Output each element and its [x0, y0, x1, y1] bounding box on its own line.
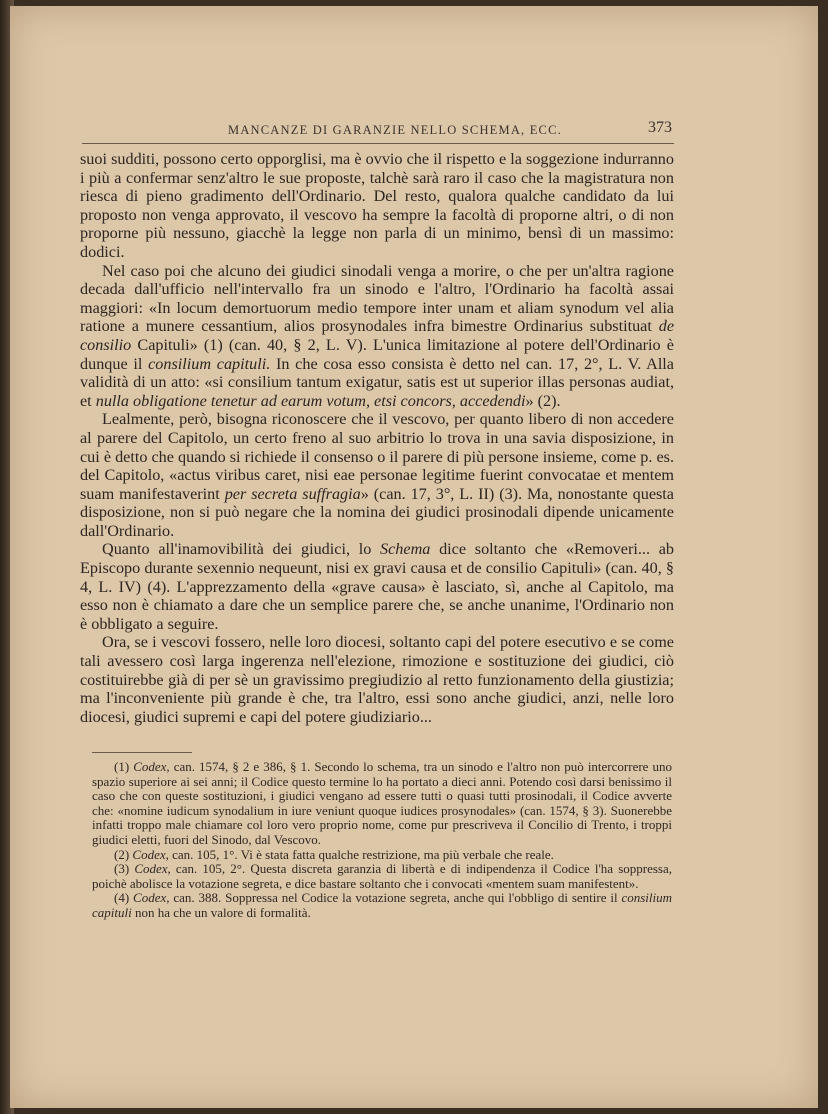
footnote-segment-text: non ha che un valore di formalità. [131, 904, 311, 920]
paragraph-segment-italic: de consilio [80, 317, 674, 354]
paragraph-segment-text: » (can. 17, 3°, L. II) (3). Ma, nonostante questa disposizione, non si può negare che la nomina dei giudici prosinodali dipende unicamente dall'Ordinario. [80, 484, 674, 540]
paragraph-segment-text: suoi sudditi, possono certo opporglisi, ma è ovvio che il rispetto e la soggezione indurranno i più a confermar senz'altro le sue proposte, talchè sarà raro il caso che la magistratura non riesca di pieno gradimento dell'Ordinario. Del resto, qualora qualche candidato da lui proposto non venga approvato, il vescovo ha sempre la facoltà di proporne altri, o di non proporne più nessuno, giacchè la legge non parla di un minimo, bensì di un massimo: dodici. [80, 150, 674, 261]
footnote-segment-italic: Codex [133, 759, 167, 774]
main-text [80, 150, 674, 726]
paragraph [80, 410, 674, 540]
footnote [92, 862, 672, 891]
footnote [92, 760, 672, 848]
footnotes [92, 760, 672, 921]
footnote-segment-italic: consilium capituli [92, 890, 672, 920]
footnote-segment-text: , can. 105, 1°. Vi è stata fatta qualche restrizione, ma più verbale che reale. [165, 846, 554, 862]
paragraph-segment-text: Nel caso poi che alcuno dei giudici sinodali venga a morire, o che per un'altra ragione decada dall'ufficio nell'intervallo fra un sinodo e l'altro, l'Ordinario ha facoltà assai maggiori: «In locum demortuorum medio tempore inter unam et aliam synodum vel alia ratione a munere cessantium, alios prosynodales infra bimestre Ordinarius substituat [80, 261, 674, 336]
footnote-segment-text: (3) [114, 861, 135, 877]
paragraph-segment-italic: Schema [380, 540, 431, 559]
header-rule [82, 143, 674, 144]
paragraph [80, 540, 674, 633]
paragraph [80, 262, 674, 411]
footnote [92, 848, 672, 863]
page-number: 373 [648, 119, 672, 136]
footnote-segment-text: (2) [114, 846, 133, 862]
paragraph-segment-text: In che cosa esso consista è detto nel can. 17, 2°, L. V. Alla validità di un atto: «si consilium tantum exigatur, satis est ut superior illas personas audiat, et [80, 354, 674, 410]
paragraph-segment-text: Ora, se i vescovi fossero, nelle loro diocesi, soltanto capi del potere esecutivo e se come tali avessero così larga ingerenza nell'elezione, rimozione e sostituzione dei giudici, ciò costituirebbe già di per sè un gravissimo pregiudizio al retto funzionamento della giustizia; ma l'inconveniente più grande è che, tra l'altro, essi sono anche giudici, anzi, nelle loro diocesi, giudici supremi e capi del potere giudiziario... [80, 633, 674, 726]
paragraph-segment-text: » (2). [525, 391, 561, 410]
footnote-segment-text: , can. 388. Soppressa nel Codice la votazione segreta, anche qui l'obbligo di sentire il [166, 890, 622, 906]
page-header [92, 121, 672, 143]
footnote-segment-italic: Codex [134, 861, 168, 877]
paragraph [80, 150, 674, 262]
footnote-segment-text: , can. 105, 2°. Questa discreta garanzia di libertà e di indipendenza il Codice l'ha soppressa, poichè abolisce la votazione segreta, e dice bastare soltanto che i convocati «mentem suam manifestent». [92, 861, 672, 891]
paragraph-segment-text: Lealmente, però, bisogna riconoscere che il vescovo, per quanto libero di non accedere al parere del Capitolo, un certo freno al suo arbitrio lo trova in una savia disposizione, in cui è detto che quando si richiede il consenso o il parere di più persone insieme, come p. es. del Capitolo, «actus viribus caret, nisi eae personae legitime fuerint convocatae et mentem suam manifestaverint [80, 410, 674, 503]
paragraph-segment-text: dice soltanto che «Removeri... ab Episcopo durante sexennio nequeunt, nisi ex gravi causa et de consilio Capituli» (can. 40, § 4, L. IV) (4). L'apprezzamento della «grave causa» è lasciato, sì, anche al Capitolo, ma esso non è chiamato a dare che un semplice parere che, se anche unanime, l'Ordinario non è obbligato a seguire. [80, 540, 674, 633]
paragraph [80, 633, 674, 726]
footnote-segment-text: , can. 1574, § 2 e 386, § 1. Secondo lo schema, tra un sinodo e l'altro non può intercorrere uno spazio superiore ai sei anni; il Codice questo termine lo ha portato a dieci anni. Potendo così darsi benissimo il caso che con queste sostituzioni, i giudici vengano ad essere tutti o quasi tutti prosinodali, il Codice avverte che: «nomine iudicum synodalium in iure veniunt quoque iudices prosynodales» (can. 1574, § 3). Suonerebbe infatti troppo male chiamare col loro vero proprio nome, come pur prescriveva il Concilio di Trento, i troppi giudici eletti, fuori del Sinodo, dal Vescovo. [92, 759, 672, 847]
footnote [92, 891, 672, 920]
footnote-segment-italic: Codex [132, 846, 166, 862]
footnote-segment-text: (1) [114, 759, 134, 774]
paragraph-segment-text: Quanto all'inamovibilità dei giudici, lo [102, 540, 381, 559]
paragraph-segment-text: Capituli» (1) (can. 40, § 2, L. V). L'unica limitazione al potere dell'Ordinario è dunque il [80, 335, 674, 373]
footnote-segment-italic: Codex [133, 890, 167, 906]
running-title: MANCANZE DI GARANZIE NELLO SCHEMA, ECC. [228, 123, 562, 137]
paragraph-segment-italic: per secreta suffragia [224, 484, 361, 503]
footnote-rule [92, 752, 192, 753]
paragraph-segment-italic: consilium capituli. [148, 354, 271, 373]
paragraph-segment-italic: nulla obligatione tenetur ad earum votum, etsi concors, accedendi [95, 391, 526, 410]
footnote-segment-text: (4) [114, 890, 134, 906]
